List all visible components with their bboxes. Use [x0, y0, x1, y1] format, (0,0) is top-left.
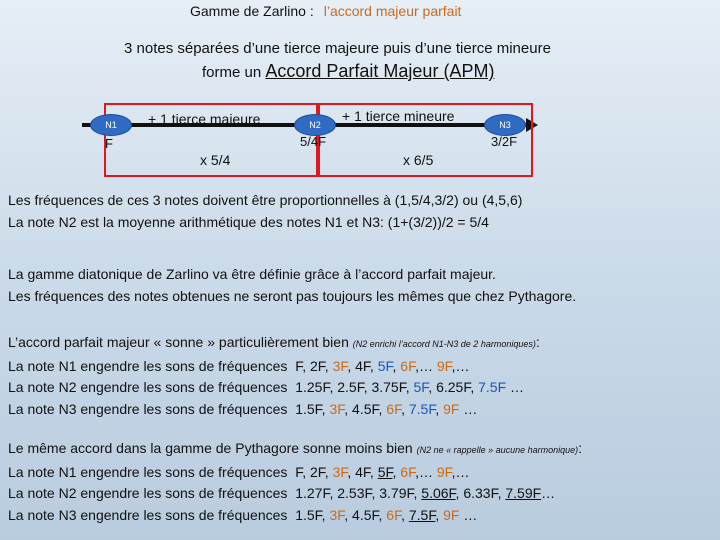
- n1-value: 9F: [436, 463, 452, 480]
- major-third-label: + 1 tierce majeure: [148, 111, 261, 127]
- harmonics-intro-text: L’accord parfait majeur « sonne » particulièrement bien: [8, 334, 349, 350]
- n1-value: ,…: [415, 463, 437, 480]
- zarlino-n1-row: [8, 356, 540, 378]
- n2-value: 7.59F: [505, 485, 542, 501]
- freq-f: F: [105, 136, 113, 151]
- harmonics-intro: [8, 332, 540, 356]
- n2-value: …: [506, 379, 525, 395]
- n2-value: , 6.33F,: [455, 485, 506, 501]
- pythagore-n3-row: [8, 505, 582, 527]
- note-n1: N1: [90, 114, 132, 136]
- n3-value: 1.5F,: [295, 506, 330, 523]
- n3-value: 6F: [386, 400, 402, 417]
- n1-prefix: La note N1 engendre les sons de fréquences: [8, 357, 288, 374]
- n3-value: …: [459, 400, 478, 417]
- pythagore-intro-colon: :: [578, 440, 583, 456]
- mean-line: La note N2 est la moyenne arithmétique des notes N1 et N3: (1+(3/2))/2 = 5/4: [8, 213, 489, 230]
- n1-prefix: La note N1 engendre les sons de fréquences: [8, 463, 288, 480]
- n3-value: 1.5F,: [295, 400, 330, 417]
- pythagore-n2-row: [8, 483, 582, 505]
- n1-value: , 4F,: [347, 463, 378, 480]
- n1-value: ,…: [415, 357, 437, 374]
- zarlino-n2-row: [8, 377, 540, 399]
- pythagore-intro: [8, 438, 582, 462]
- zarlino-harmonics-paragraph: [8, 332, 540, 420]
- n1-value: 3F: [332, 463, 348, 480]
- n3-value: …: [459, 506, 478, 523]
- n2-value: 1.25F, 2.5F, 3.75F,: [295, 379, 414, 395]
- freq-3-2f: 3/2F: [491, 134, 518, 149]
- diatonic-line: La gamme diatonique de Zarlino va être définie grâce à l’accord parfait majeur.: [8, 266, 496, 282]
- n2-value: …: [541, 485, 556, 501]
- note-n3: N3: [484, 114, 526, 136]
- n3-value: , 4.5F,: [344, 400, 387, 417]
- n2-value: 5F: [413, 379, 429, 395]
- n2-value: 1.27F, 2.53F, 3.79F,: [295, 485, 422, 501]
- minor-third-label: + 1 tierce mineure: [342, 108, 455, 124]
- ratio-5-4: x 5/4: [200, 152, 231, 168]
- n1-value: 5F: [377, 357, 393, 374]
- ratio-6-5: x 6/5: [403, 152, 434, 168]
- n3-prefix: La note N3 engendre les sons de fréquences: [8, 506, 288, 523]
- n3-value: ,: [435, 506, 444, 523]
- n2-value: , 6.25F,: [428, 379, 479, 395]
- harmonics-intro-note: (N2 enrichi l’accord N1-N3 de 2 harmoniques): [352, 339, 536, 349]
- diatonic-paragraph: [8, 264, 576, 307]
- n3-value: 3F: [329, 400, 345, 417]
- n3-value: 9F: [443, 506, 460, 523]
- n3-value: ,: [401, 506, 409, 523]
- pythagore-n1-row: [8, 462, 582, 484]
- n2-prefix: La note N2 engendre les sons de fréquences: [8, 379, 288, 395]
- proportion-paragraph: [8, 190, 522, 233]
- freq-5-4f: 5/4F: [300, 134, 327, 149]
- n1-value: F, 2F,: [295, 357, 333, 374]
- pythagore-intro-note: (N2 ne « rappelle » aucune harmonique): [416, 445, 579, 455]
- pythagore-harmonics-paragraph: [8, 438, 582, 526]
- n2-value: 7.5F: [478, 379, 507, 395]
- subtitle-prefix: forme un: [202, 64, 262, 81]
- n1-value: , 4F,: [347, 357, 378, 374]
- n2-value: 5.06F: [421, 485, 456, 501]
- n2-prefix: La note N2 engendre les sons de fréquences: [8, 485, 288, 501]
- title-main: Gamme de Zarlino :: [190, 3, 314, 19]
- pythagore-compare-line: Les fréquences des notes obtenues ne seront pas toujours les mêmes que chez Pythagore.: [8, 287, 577, 304]
- pythagore-intro-text: Le même accord dans la gamme de Pythagore sonne moins bien: [8, 440, 413, 456]
- note-n2: N2: [294, 114, 336, 136]
- n3-value: 6F: [386, 506, 402, 523]
- apm-heading: Accord Parfait Majeur (APM): [265, 61, 495, 81]
- subtitle-line1: 3 notes séparées d’une tierce majeure puis d’une tierce mineure: [124, 40, 551, 57]
- n1-value: 9F: [436, 357, 452, 374]
- n1-value: 6F: [400, 357, 416, 374]
- n1-value: 3F: [332, 357, 348, 374]
- n1-value: ,…: [451, 463, 470, 480]
- n3-prefix: La note N3 engendre les sons de fréquences: [8, 400, 288, 417]
- proportion-line: Les fréquences de ces 3 notes doivent être proportionnelles à (1,5/4,3/2) ou (4,5,6): [8, 192, 523, 208]
- title-accent: l’accord majeur parfait: [323, 3, 462, 19]
- n3-value: 3F: [329, 506, 345, 523]
- n3-value: , 4.5F,: [344, 506, 387, 523]
- page-title: [190, 3, 461, 19]
- n3-value: 7.5F: [408, 400, 436, 417]
- n1-value: F, 2F,: [295, 463, 333, 480]
- n1-value: ,: [392, 357, 401, 374]
- zarlino-n3-row: [8, 399, 540, 421]
- n3-value: ,: [401, 400, 409, 417]
- subtitle-line2: [202, 61, 494, 82]
- n1-value: ,…: [451, 357, 470, 374]
- harmonics-intro-colon: :: [535, 334, 540, 350]
- n3-value: 9F: [443, 400, 460, 417]
- n1-value: ,: [392, 463, 401, 480]
- n1-value: 5F: [377, 463, 393, 480]
- n3-value: 7.5F: [408, 506, 436, 523]
- n3-value: ,: [435, 400, 444, 417]
- n1-value: 6F: [400, 463, 416, 480]
